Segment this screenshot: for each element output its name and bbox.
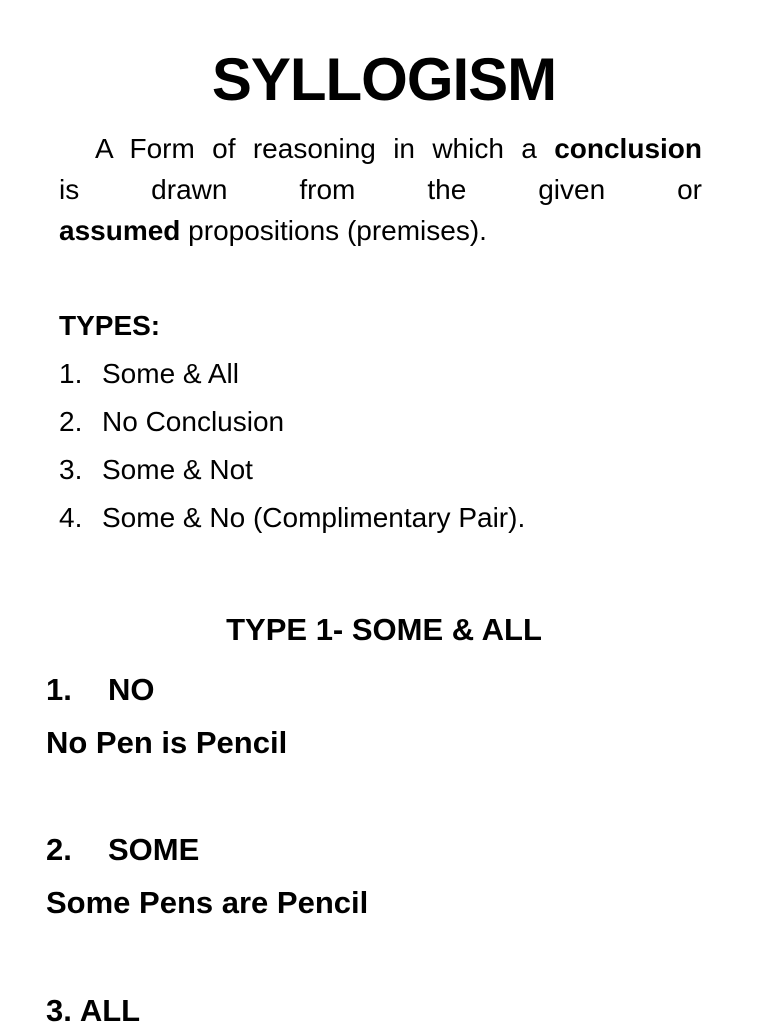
entry-number: 1.	[46, 672, 72, 707]
definition-line-1	[59, 128, 702, 169]
page-title: SYLLOGISM	[211, 46, 557, 113]
definition-line-3	[59, 210, 702, 251]
definition-line-2: is drawn from the given or	[59, 174, 702, 205]
list-item	[59, 402, 525, 450]
list-item-label: Some & Not	[102, 454, 253, 485]
definition-bold-assumed: assumed	[59, 215, 181, 246]
list-item-label: Some & All	[102, 358, 239, 389]
entry-label: SOME	[108, 832, 200, 867]
list-item-number: 4.	[59, 502, 83, 533]
list-item-number: 3.	[59, 454, 83, 485]
definition-text: A Form of reasoning in which a	[95, 133, 555, 164]
list-item	[59, 354, 525, 402]
entry-heading-no	[46, 670, 155, 710]
entry-example-some: Some Pens are Pencil	[46, 885, 369, 920]
entry-number: 3.	[46, 993, 72, 1028]
entry-heading-some	[46, 830, 199, 870]
list-item	[59, 450, 525, 498]
list-item-number: 2.	[59, 406, 83, 437]
definition-paragraph	[59, 128, 702, 251]
definition-bold-conclusion: conclusion	[554, 133, 702, 164]
definition-text-end: propositions (premises).	[180, 215, 487, 246]
section-heading-type-1: TYPE 1- SOME & ALL	[226, 612, 542, 647]
entry-example-no: No Pen is Pencil	[46, 725, 288, 760]
types-heading: TYPES:	[59, 310, 161, 341]
entry-label: ALL	[79, 993, 141, 1028]
entry-heading-all	[46, 991, 140, 1031]
list-item-number: 1.	[59, 358, 83, 389]
entry-label: NO	[108, 672, 155, 707]
list-item-label: Some & No (Complimentary Pair).	[102, 502, 526, 533]
types-list	[59, 354, 525, 546]
list-item	[59, 498, 525, 546]
list-item-label: No Conclusion	[102, 406, 285, 437]
entry-number: 2.	[46, 832, 72, 867]
